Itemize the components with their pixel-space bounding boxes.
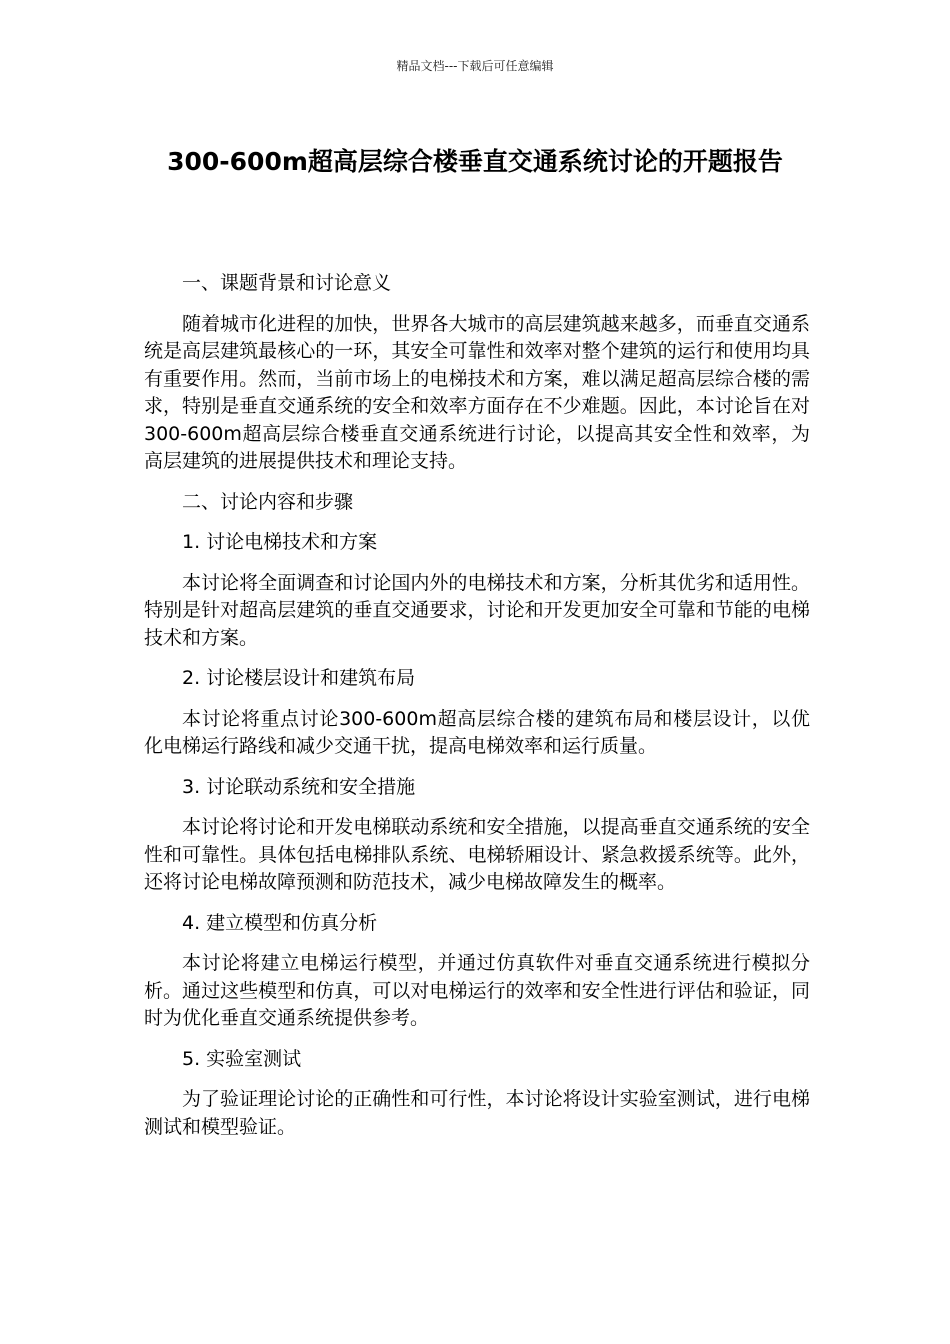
section-heading-2: 二、讨论内容和步骤	[182, 490, 354, 513]
paragraph-background: 随着城市化进程的加快，世界各大城市的高层建筑越来越多，而垂直交通系统是高层建筑最核心的一环，其安全可靠性和效率对整个建筑的运行和使用均具有重要作用。然而，当前市场上的电梯技术和方案，难以满足超高层综合楼的需求，特别是垂直交通系统的安全和效率方面存在不少难题。因此，本讨论旨在对300-600m超高层综合楼垂直交通系统进行讨论，以提高其安全性和效率，为高层建筑的进展提供技术和理论支持。	[144, 312, 810, 472]
item-heading-4: 4. 建立模型和仿真分析	[182, 911, 378, 934]
item-heading-5: 5. 实验室测试	[182, 1047, 302, 1070]
item-heading-2: 2. 讨论楼层设计和建筑布局	[182, 667, 416, 689]
page-header: 精品文档---下载后可任意编辑	[396, 59, 554, 73]
item-paragraph-1: 本讨论将全面调查和讨论国内外的电梯技术和方案，分析其优劣和适用性。特别是针对超高层建筑的垂直交通要求，讨论和开发更加安全可靠和节能的电梯技术和方案。	[144, 571, 810, 649]
section-heading-1: 一、课题背景和讨论意义	[182, 272, 392, 294]
item-paragraph-5: 为了验证理论讨论的正确性和可行性，本讨论将设计实验室测试，进行电梯测试和模型验证。	[144, 1088, 810, 1138]
item-heading-1: 1. 讨论电梯技术和方案	[182, 531, 378, 553]
item-paragraph-4: 本讨论将建立电梯运行模型，并通过仿真软件对垂直交通系统进行模拟分析。通过这些模型和仿真，可以对电梯运行的效率和安全性进行评估和验证，同时为优化垂直交通系统提供参考。	[144, 952, 810, 1029]
document-title: 300-600m超高层综合楼垂直交通系统讨论的开题报告	[167, 147, 783, 176]
item-paragraph-3: 本讨论将讨论和开发电梯联动系统和安全措施，以提高垂直交通系统的安全性和可靠性。具体包括电梯排队系统、电梯轿厢设计、紧急救援系统等。此外，还将讨论电梯故障预测和防范技术，减少电梯故障发生的概率。	[144, 816, 810, 893]
item-heading-3: 3. 讨论联动系统和安全措施	[182, 775, 416, 798]
document-body	[144, 270, 810, 1154]
item-paragraph-2: 本讨论将重点讨论300-600m超高层综合楼的建筑布局和楼层设计，以优化电梯运行路线和减少交通干扰，提高电梯效率和运行质量。	[144, 707, 810, 757]
